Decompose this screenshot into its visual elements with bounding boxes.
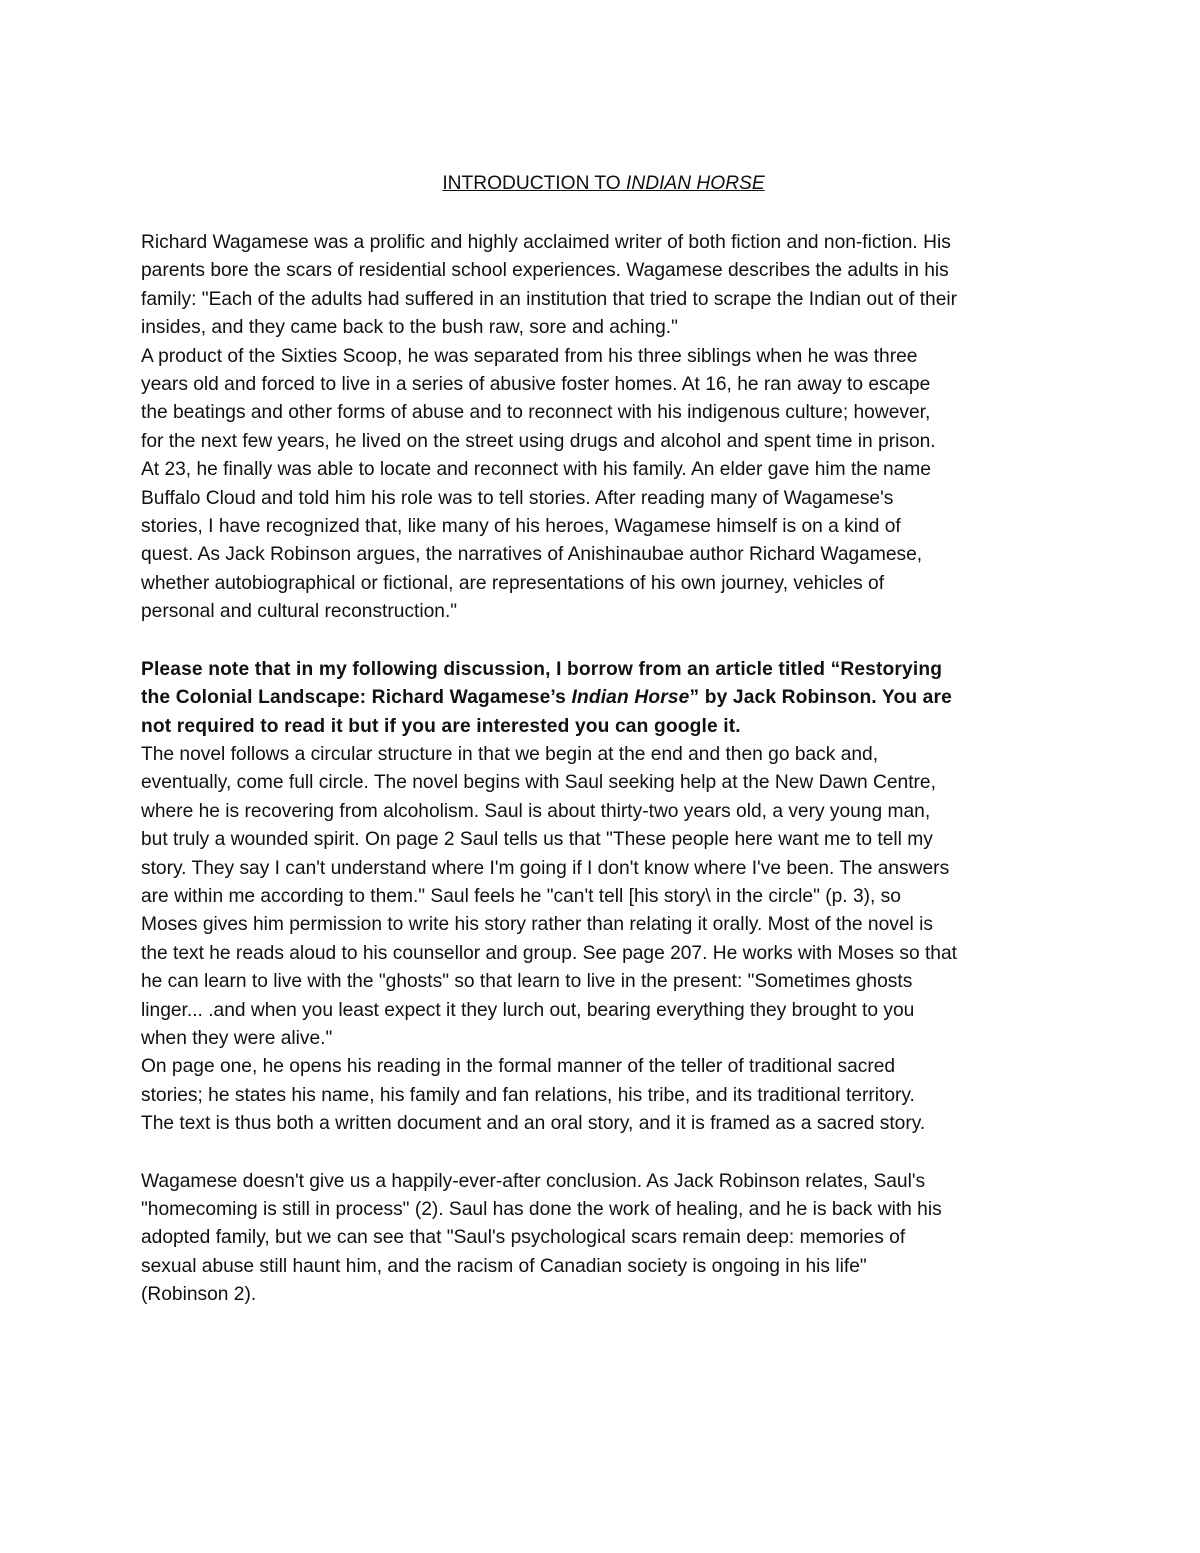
text-line: The novel follows a circular structure in that we begin at the end and then go back and, [141,743,879,765]
text-line: story. They say I can't understand where I'm going if I don't know where I've been. The answers [141,857,950,879]
note-line: Please note that in my following discussion, I borrow from an article titled “Restorying [141,658,943,680]
text-line: years old and forced to live in a series of abusive foster homes. At 16, he ran away to escape [141,374,931,396]
text-line: linger... .and when you least expect it they lurch out, bearing everything they brought to you [141,999,915,1021]
note-line: not required to read it but if you are interested you can google it. [141,715,741,737]
text-line: personal and cultural reconstruction." [141,601,458,623]
text-line: adopted family, but we can see that "Saul's psychological scars remain deep: memories of [141,1227,906,1249]
paragraph-structure [141,741,1066,1139]
text-line: stories, I have recognized that, like many of his heroes, Wagamese himself is on a kind of [141,516,901,538]
document-title [141,170,1066,198]
text-line: family: "Each of the adults had suffered in an institution that tried to scrape the Indian out of their [141,288,958,310]
text-line: sexual abuse still haunt him, and the racism of Canadian society is ongoing in his life" [141,1255,867,1277]
text-line: Moses gives him permission to write his story rather than relating it orally. Most of the novel is [141,914,933,936]
note-text: the Colonial Landscape: Richard Wagamese’s [141,687,572,709]
paragraph-conclusion [141,1168,1066,1310]
text-line: stories; he states his name, his family and fan relations, his tribe, and its traditional territory. [141,1084,915,1106]
note-text: ” by Jack Robinson. You are [689,687,952,709]
text-line: Buffalo Cloud and told him his role was to tell stories. After reading many of Wagamese's [141,487,894,509]
text-line: where he is recovering from alcoholism. Saul is about thirty-two years old, a very young man, [141,800,931,822]
text-line: (Robinson 2). [141,1284,257,1306]
title-book-name: INDIAN HORSE [626,173,765,194]
text-line: At 23, he finally was able to locate and reconnect with his family. An elder gave him the name [141,459,931,481]
text-line: for the next few years, he lived on the street using drugs and alcohol and spent time in prison. [141,430,936,452]
text-line: he can learn to live with the "ghosts" so that learn to live in the present: "Sometimes ghosts [141,971,913,993]
text-line: parents bore the scars of residential school experiences. Wagamese describes the adults in his [141,260,949,282]
text-line: Wagamese doesn't give us a happily-ever-after conclusion. As Jack Robinson relates, Saul's [141,1170,926,1192]
text-line: the text he reads aloud to his counsellor and group. See page 207. He works with Moses so that [141,942,957,964]
paragraph-note [141,656,1066,741]
text-line: On page one, he opens his reading in the formal manner of the teller of traditional sacred [141,1056,896,1078]
text-line: eventually, come full circle. The novel begins with Saul seeking help at the New Dawn Centre, [141,772,936,794]
title-text: INTRODUCTION TO [442,173,627,194]
text-line: when they were alive." [141,1027,333,1049]
document-page [141,170,1066,1310]
text-line: The text is thus both a written document and an oral story, and it is framed as a sacred story. [141,1113,926,1135]
text-line: A product of the Sixties Scoop, he was separated from his three siblings when he was three [141,345,918,367]
text-line: quest. As Jack Robinson argues, the narratives of Anishinaubae author Richard Wagamese, [141,544,923,566]
paragraph-gap [141,627,1066,656]
text-line: Richard Wagamese was a prolific and highly acclaimed writer of both fiction and non-fiction. His [141,232,951,253]
note-book-name: Indian Horse [571,687,690,709]
text-line: "homecoming is still in process" (2). Saul has done the work of healing, and he is back with his [141,1199,942,1220]
text-line: whether autobiographical or fictional, are representations of his own journey, vehicles of [141,572,885,594]
note-line [141,684,1066,712]
paragraph-gap [141,1139,1066,1168]
text-line: are within me according to them." Saul feels he "can't tell [his story\ in the circle" (p. 3), so [141,885,901,907]
text-line: the beatings and other forms of abuse and to reconnect with his indigenous culture; however, [141,402,931,424]
text-line: but truly a wounded spirit. On page 2 Saul tells us that "These people here want me to tell my [141,829,933,851]
text-line: insides, and they came back to the bush raw, sore and aching." [141,317,678,339]
paragraph-biography [141,229,1066,627]
